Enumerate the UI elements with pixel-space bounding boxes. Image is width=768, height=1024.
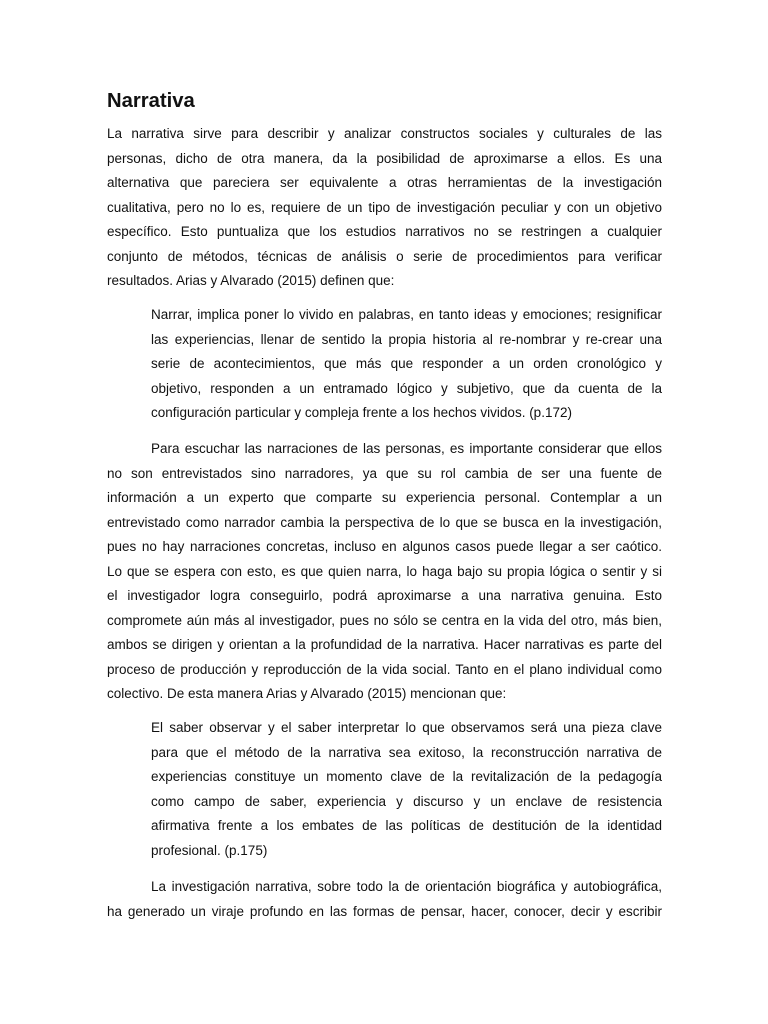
paragraph-intro bbox=[107, 122, 662, 294]
text-line: La narrativa sirve para describir y analizar constructos sociales y culturales de las bbox=[107, 126, 662, 141]
text-line: conjunto de métodos, técnicas de análisis o serie de procedimientos para verificar bbox=[107, 248, 662, 264]
text-line: Lo que se espera con esto, es que quien narra, lo haga bajo su propia lógica o sentir y si bbox=[107, 563, 662, 579]
text-line: colectivo. De esta manera Arias y Alvarado (2015) mencionan que: bbox=[107, 686, 507, 701]
quote-line: El saber observar y el saber interpretar lo que observamos será una pieza clave bbox=[151, 720, 662, 735]
text-line: información a un experto que comparte su experiencia personal. Contemplar a un bbox=[107, 490, 662, 505]
text-line: ambos se dirigen y orientan a la profundidad de la narrativa. Hacer narrativas es parte del bbox=[107, 637, 662, 652]
block-quote-2 bbox=[151, 716, 662, 863]
text-line: entrevistado como narrador cambia la perspectiva de lo que se busca en la investigación, bbox=[107, 514, 662, 530]
quote-line: configuración particular y compleja frente a los hechos vividos. (p.172) bbox=[151, 405, 572, 420]
quote-line: afirmativa frente a los embates de las políticas de destitución de la identidad bbox=[151, 818, 662, 833]
quote-line: serie de acontecimientos, que más que responder a un orden cronológico y bbox=[151, 356, 662, 371]
text-line: Para escuchar las narraciones de las personas, es importante considerar que ellos bbox=[151, 441, 662, 456]
text-line: resultados. Arias y Alvarado (2015) definen que: bbox=[107, 273, 395, 288]
paragraph-narradores bbox=[107, 437, 662, 707]
quote-line: objetivo, responden a un entramado lógico y subjetivo, que da cuenta de la bbox=[151, 380, 662, 396]
text-line: específico. Esto puntualiza que los estudios narrativos no se restringen a cualquier bbox=[107, 224, 662, 239]
text-line: compromete aún más al investigador, pues no sólo se centra en la vida del otro, más bien, bbox=[107, 612, 662, 628]
quote-line: para que el método de la narrativa sea exitoso, la reconstrucción narrativa de bbox=[151, 744, 662, 760]
quote-line: profesional. (p.175) bbox=[151, 842, 268, 858]
block-quote-1 bbox=[151, 303, 662, 426]
text-line: personas, dicho de otra manera, da la posibilidad de aproximarse a ellos. Es una bbox=[107, 150, 662, 166]
quote-line: experiencias constituye un momento clave de la revitalización de la pedagogía bbox=[151, 769, 662, 784]
text-line: ha generado un viraje profundo en las formas de pensar, hacer, conocer, decir y escribir bbox=[107, 903, 662, 919]
text-line: cualitativa, pero no lo es, requiere de un tipo de investigación peculiar y con un objetivo bbox=[107, 199, 662, 215]
section-heading: Narrativa bbox=[107, 90, 195, 112]
text-line: La investigación narrativa, sobre todo la de orientación biográfica y autobiográfica, bbox=[151, 879, 662, 894]
text-line: alternativa que pareciera ser equivalente a otras herramientas de la investigación bbox=[107, 175, 662, 190]
text-line: el investigador logra conseguirlo, podrá aproximarse a una narrativa genuina. Esto bbox=[107, 588, 662, 603]
quote-line: Narrar, implica poner lo vivido en palabras, en tanto ideas y emociones; resignificar bbox=[151, 307, 662, 322]
quote-line: las experiencias, llenar de sentido la propia historia al re-nombrar y re-crear una bbox=[151, 331, 662, 347]
text-line: proceso de producción y reproducción de la vida social. Tanto en el plano individual como bbox=[107, 661, 662, 677]
text-line: pues no hay narraciones concretas, incluso en algunos casos puede llegar a ser caótico. bbox=[107, 539, 662, 554]
paragraph-investigacion bbox=[107, 875, 662, 924]
text-line: no son entrevistados sino narradores, ya que su rol cambia de ser una fuente de bbox=[107, 465, 662, 481]
quote-line: como campo de saber, experiencia y discurso y un enclave de resistencia bbox=[151, 793, 662, 809]
